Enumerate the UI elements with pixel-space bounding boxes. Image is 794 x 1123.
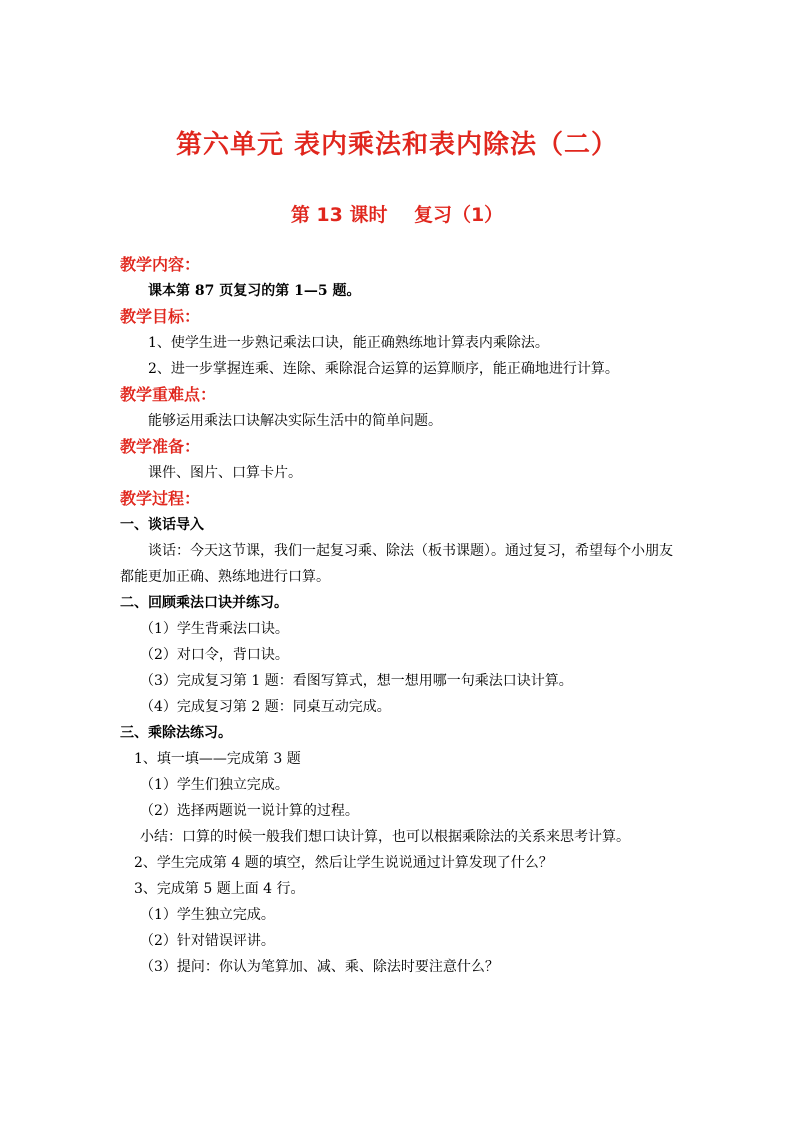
document-body [120, 252, 680, 980]
lesson-subtitle: 第 13 课时 复习（1） [290, 204, 504, 226]
document-title: 第六单元 表内乘法和表内除法（二） [175, 130, 619, 160]
part3-step3-item-3: （3）提问：你认为笔算加、减、乘、除法时要注意什么？ [140, 959, 499, 975]
part2-item-4: （4）完成复习第 2 题：同桌互动完成。 [140, 699, 391, 715]
part3-step3-item-2: （2）针对错误评讲。 [140, 933, 275, 949]
part2-item-2: （2）对口令，背口诀。 [140, 647, 289, 663]
heading-teaching-process: 教学过程： [120, 489, 201, 508]
part3-step-1: 1、填一填——完成第 3 题 [134, 751, 301, 767]
goal-line-1: 1、使学生进一步熟记乘法口诀，能正确熟练地计算表内乘除法。 [148, 335, 549, 351]
teaching-content-line: 课本第 87 页复习的第 1—5 题。 [148, 283, 361, 299]
part3-summary: 小结：口算的时候一般我们想口诀计算，也可以根据乘除法的关系来思考计算。 [140, 829, 630, 845]
preparation-line: 课件、图片、口算卡片。 [148, 465, 302, 481]
part3-step1-item-1: （1）学生们独立完成。 [140, 777, 289, 793]
heading-key-points: 教学重难点： [120, 385, 217, 404]
key-points-line: 能够运用乘法口诀解决实际生活中的简单问题。 [148, 413, 442, 429]
part3-step3-item-1: （1）学生独立完成。 [140, 907, 275, 923]
part3-step-3: 3、完成第 5 题上面 4 行。 [134, 881, 305, 897]
heading-teaching-content: 教学内容： [120, 255, 201, 274]
part2-item-3: （3）完成复习第 1 题：看图写算式，想一想用哪一句乘法口诀计算。 [140, 673, 573, 689]
part1-title: 一、谈话导入 [120, 517, 204, 533]
part2-item-1: （1）学生背乘法口诀。 [140, 621, 289, 637]
heading-teaching-goals: 教学目标： [120, 307, 201, 326]
heading-preparation: 教学准备： [120, 437, 201, 456]
part3-step-2: 2、学生完成第 4 题的填空，然后让学生说说通过计算发现了什么？ [134, 855, 553, 871]
goal-line-2: 2、进一步掌握连乘、连除、乘除混合运算的运算顺序，能正确地进行计算。 [148, 361, 619, 377]
part3-step1-item-2: （2）选择两题说一说计算的过程。 [140, 803, 359, 819]
part3-title: 三、乘除法练习。 [120, 725, 232, 741]
part2-title: 二、回顾乘法口诀并练习。 [120, 595, 288, 611]
part1-text: 谈话：今天这节课，我们一起复习乘、除法（板书课题）。通过复习，希望每个小朋友都能更加正确、熟练地进行口算。 [120, 543, 673, 585]
